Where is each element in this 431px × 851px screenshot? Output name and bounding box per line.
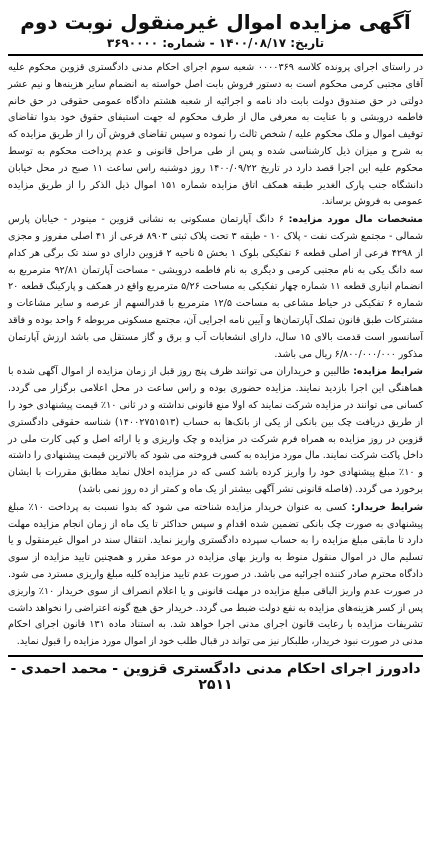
notice-body [8, 60, 423, 651]
property-paragraph [8, 212, 423, 363]
notice-footer: دادورز اجرای احکام مدنی دادگستری قزوین - محمد احمدی - ۲۵۱۱ [10, 660, 421, 693]
property-text: ۶ دانگ آپارتمان مسکونی به نشانی قزوین - مینودر - خیابان پارس شمالی - مجتمع شرکت نفت - پلاک ۱۰ - طبقه ۳ تحت پلاک ثبتی ۸۹۰۳ فرعی از ۴۱ اصلی مفروز و مجزی از ۴۲۹۸ فرعی از اصلی قطعه ۶ تفکیکی بلوک ۱ بخش ۵ ناحیه ۲ قزوین دارای دو سند تک برگی هر کدام سه دانگ یکی به نام مجتبی کرمی و دیگری به نام فاطمه درویشی - مساحت آپارتمان ۹۲/۸۱ مترمربع به انضمام انباری قطعه ۱۱ شماره چهار تفکیکی به مساحت ۵/۲۶ مترمربع واقع در همکف و پارکینگ قطعه ۲۰ شماره ۶ تفکیکی در حیاط مشاعی به مساحت ۱۲/۵ مترمربع با قدرالسهم از عرصه و سایر مشاعات و مشترکات طبق قانون تملک آپارتمان‌ها و آیین نامه اجرایی آن، مجتمع مسکونی مربوطه ۶ واحد بوده و فاقد آسانسور است قدمت بالای ۱۵ سال، دارای انشعابات آب و برق و گاز مستقل می باشد ارزش آپارتمان مذکور ۶/۸۰۰/۰۰۰/۰۰۰ ریال می باشد. [8, 214, 423, 360]
header-divider [8, 54, 423, 56]
terms-paragraph [8, 364, 423, 498]
intro-paragraph: در راستای اجرای پرونده کلاسه ۰۰۰۰۳۶۹ شعبه سوم اجرای احکام مدنی دادگستری قزوین محکوم علیه آقای مجتبی کرمی محکوم است به دستور فروش بابت اصل خواسته به انضمام سایر هزینه‌ها و نیم عشر دولتی در حق صندوق دولت بابت داد نامه و اجرائیه از شعبه هشتم دادگاه عمومی حقوقی در حق خانم فاطمه درویشی و با عنایت به معرفی مال از طرف محکوم له جهت استیفای حقوق خود بدوا تقاضای توقیف اموال و ملک محکوم علیه / شخص ثالث را نموده و سپس تقاضای فروش آن را از طریق مزایده که به شرح و میزان ذیل کارشناسی شده و پس از طی مراحل قانونی و عدم پرداخت محکوم به توسط محکوم علیه این اجرا قصد دارد در تاریخ ۱۴۰۰/۰۹/۲۲ روز دوشنبه راس ساعت ۱۱ صبح در محل خیابان دانشگاه جنب پارک الغدیر طبقه همکف اتاق مزایده شماره ۱۵۱ اموال ذیل الذکر را از طریق مزایده عمومی به فروش برساند. [8, 62, 424, 208]
property-label: مشخصات مال مورد مزایده: [288, 214, 424, 226]
buyer-paragraph [8, 500, 423, 651]
terms-text: طالبین و خریداران می توانند ظرف پنج روز قبل از زمان مزایده از اموال آگهی شده با هماهنگی این اجرا بازدید نمایند. مزایده حضوری بوده و راس ساعت در محل اعلامی برگزار می گردد. کسانی می توانند در مزایده شرکت نمایند که اولا منع قانونی نداشته و در ثانی ۱۰٪ قیمت پیشنهادی خود را از طریق دریافت چک بین بانکی از یکی از بانک‌ها به حساب (۱۴۰۰۲۷۵۱۵۱۳) شناسه حقوقی دادگستری قزوین در روز مزایده به همراه فرم شرکت در مزایده و چک واریزی و یا ارائه اصل و کپی کارت ملی در داخل پاکت شرکت نمایند. مال مورد مزایده به کسی فروخته می شود که بالاترین قیمت پیشنهادی را داشته و ۱۰٪ مبلغ پیشنهادی خود را واریز کرده باشد کسی که در مزایده اخلال نماید مطابق مقررات با ایشان برخورد می گردد. (فاصله قانونی نشر آگهی بیشتر از یک ماه و کمتر از ده روز نمی باشد) [8, 366, 424, 495]
notice-title: آگهی مزایده اموال غیرمنقول نوبت دوم [20, 10, 411, 34]
buyer-label: شرایط خریدار: [351, 501, 424, 513]
notice-subtitle: تاریخ: ۱۴۰۰/۰۸/۱۷ - شماره: ۳۶۹۰۰۰۰ [106, 36, 325, 50]
buyer-text: کسی به عنوان خریدار مزایده شناخته می شود که بدوا نسبت به پرداخت ۱۰٪ مبلغ پیشنهادی به صورت چک بانکی تضمین شده اقدام و سپس حداکثر تا یک ماه از زمان انجام مزایده مهلت دارد تا مابقی مبلغ مزایده را به حساب سپرده دادگستری واریز نماید. انتقال سند در اموال غیرمنقول و یا تسلیم مال در اموال منقول منوط به واریز بهای مزایده در موعد مقرر و همچنین تایید مزایده از سوی دادگاه محترم صادر کننده اجرائیه می باشد. در صورت عدم تایید مزایده کلیه مبلغ واریزی مسترد می شود. در صورت عدم واریز الباقی مبلغ مزایده در مهلت قانونی و یا اعلام انصراف از سوی خریدار ۱۰٪ واریزی پس از کسر هزینه‌های مزایده به نفع دولت ضبط می گردد. خریدار حق هیچ گونه اعتراضی را نخواهد داشت تشریفات مزایده با رعایت قانون اجرای مدنی اجرا خواهد شد. به استناد ماده ۱۳۱ قانون اجرای احکام مدنی در صورت نبود خریدار، طلبکار نیز می تواند در قبال طلب خود از اموال مورد مزایده را قبول نماید. [8, 501, 423, 648]
footer-divider [8, 655, 423, 657]
terms-label: شرایط مزایده: [353, 366, 423, 378]
